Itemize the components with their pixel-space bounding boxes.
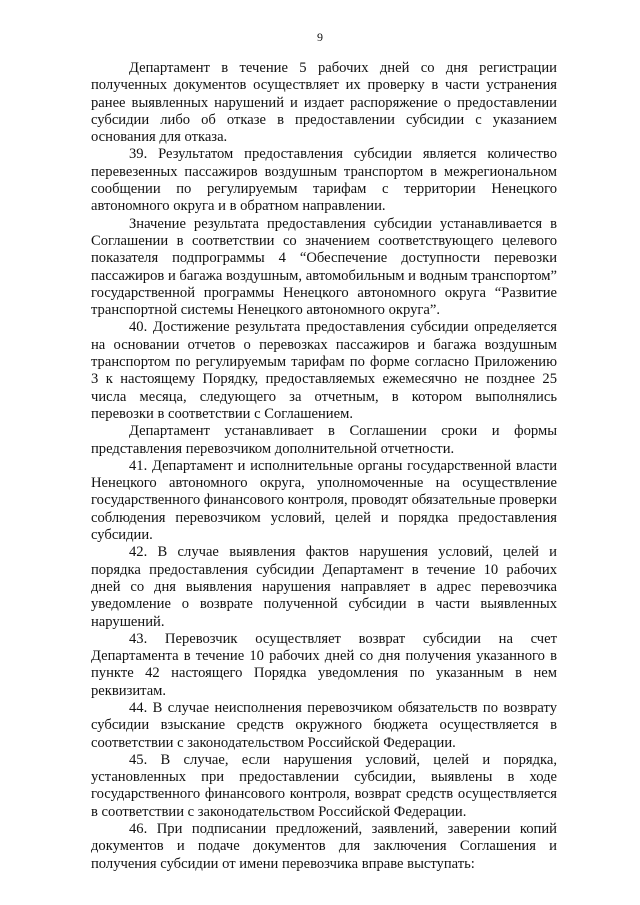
paragraph-42-violations: 42. В случае выявления фактов нарушения условий, целей и порядка предоставления субсидии Департамент в течение 10 рабочих дней со дня выявления нарушения направляет в адрес перевозчика уведомление о возврате полученной субсидии в части выявленных нарушений.	[91, 544, 557, 630]
page-number: 9	[317, 30, 323, 44]
paragraph-43-refund: 43. Перевозчик осуществляет возврат субсидии на счет Департамента в течение 10 рабочих дней со дня получения указанного в пункте 42 настоящего Порядка уведомления по указанным в нем реквизитам.	[91, 630, 557, 699]
paragraph-46-signatories: 46. При подписании предложений, заявлений, заверении копий документов и подаче документов для заключения Соглашения и получения субсидии от имени перевозчика вправе выступать:	[91, 821, 557, 872]
paragraph-40-achievement: 40. Достижение результата предоставления субсидии определяется на основании отчетов о перевозках пассажиров и багажа воздушным транспортом по регулируемым тарифам по форме согласно Приложению 3 к настоящему Порядку, предоставляемых ежемесячно не позднее 25 числа месяца, следующего за отчетным, в котором выполнялись перевозки в соответствии с Соглашением.	[91, 319, 557, 422]
document-body	[91, 60, 557, 873]
paragraph-department-review: Департамент в течение 5 рабочих дней со дня регистрации полученных документов осуществляет их проверку в части устранения ранее выявленных нарушений и издает распоряжение о предоставлении субсидии либо об отказе в предоставлении субсидии с указанием основания для отказа.	[91, 60, 557, 146]
paragraph-39-result: 39. Результатом предоставления субсидии является количество перевезенных пассажиров воздушным транспортом в межрегиональном сообщении по регулируемым тарифам с территории Ненецкого автономного округа и в обратном направлении.	[91, 146, 557, 215]
paragraph-45-state-control: 45. В случае, если нарушения условий, целей и порядка, установленных при предоставлении субсидии, выявлены в ходе государственного финансового контроля, возврат средств осуществляется в соответствии с законодательством Российской Федерации.	[91, 751, 557, 820]
paragraph-reporting-terms: Департамент устанавливает в Соглашении сроки и формы представления перевозчиком дополнительной отчетности.	[91, 423, 557, 457]
paragraph-44-recovery: 44. В случае неисполнения перевозчиком обязательств по возврату субсидии взыскание средств окружного бюджета осуществляется в соответствии с законодательством Российской Федерации.	[91, 699, 557, 751]
paragraph-41-inspections: 41. Департамент и исполнительные органы государственной власти Ненецкого автономного округа, уполномоченные на осуществление государственного финансового контроля, проводят обязательные проверки соблюдения перевозчиком условий, целей и порядка предоставления субсидии.	[91, 457, 557, 544]
paragraph-result-value: Значение результата предоставления субсидии устанавливается в Соглашении в соответствии со значением соответствующего целевого показателя подпрограммы 4 “Обеспечение доступности перевозки пассажиров и багажа воздушным, автомобильным и водным транспортом” государственной программы Ненецкого автономного округа “Развитие транспортной системы Ненецкого автономного округа”.	[91, 215, 557, 319]
